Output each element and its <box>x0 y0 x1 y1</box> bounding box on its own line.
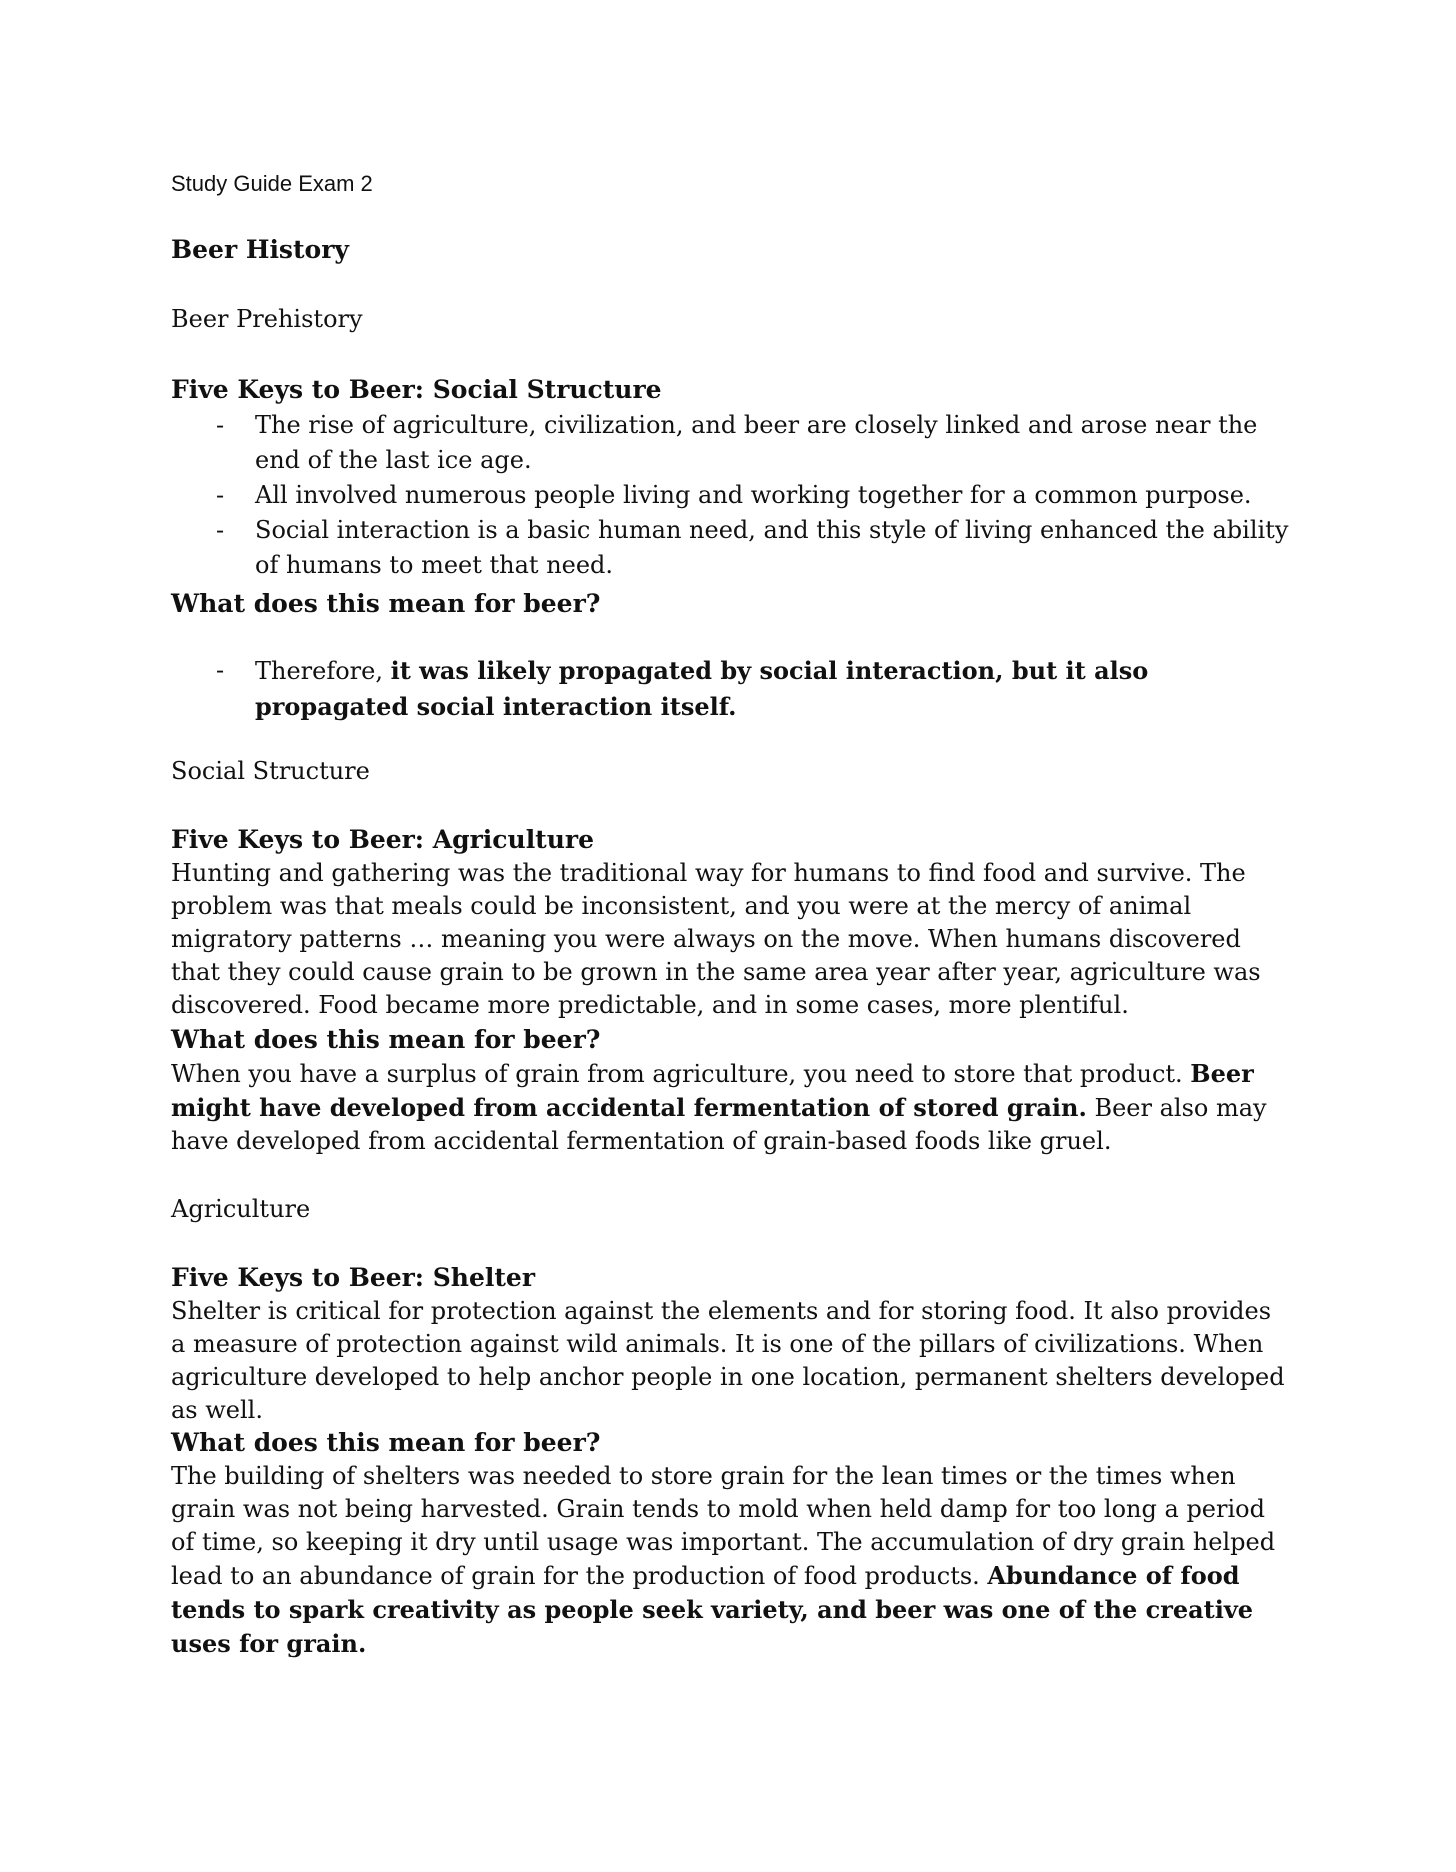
answer-lead: When you have a surplus of grain from agriculture, you need to store that product. <box>171 1060 1191 1088</box>
shelter-body: Shelter is critical for protection against the elements and for storing food. It also provides a measure of protection against wild animals. It is one of the pillars of civilizations. When agriculture developed to help anchor people in one location, permanent shelters developed as well. <box>171 1297 1285 1424</box>
agriculture-heading: Five Keys to Beer: Agriculture <box>171 825 594 854</box>
answer-lead: The building of shelters was needed to store grain for the lean times or the times when grain was not being harvested. Grain tends to mold when held damp for too long a period of time, so keeping it dry until usage was important. The accumulation of dry grain helped lead to an abundance of grain for the production of food products. <box>171 1462 1276 1590</box>
list-item-text: All involved numerous people living and working together for a common purpose. <box>255 481 1252 509</box>
bullet-dash: - <box>216 656 225 684</box>
social-question: What does this mean for beer? <box>171 589 601 618</box>
agriculture-body: Hunting and gathering was the traditional way for humans to find food and survive. The problem was that meals could be inconsistent, and you were at the mercy of animal migratory patterns … meaning you were always on the move. When humans discovered that they could cause grain to be grown in the same area year after year, agriculture was discovered. Food became more predictable, and in some cases, more plentiful. <box>171 859 1261 1019</box>
list-item <box>171 653 1291 725</box>
list-item <box>171 408 1291 478</box>
answer-emphasis: it was likely propagated by social interaction, but it also propagated social interaction itself. <box>255 656 1149 721</box>
bullet-dash: - <box>216 411 225 439</box>
shelter-answer <box>171 1460 1291 1661</box>
slide-label-social-structure: Social Structure <box>171 757 370 785</box>
agriculture-answer <box>171 1057 1291 1158</box>
document-title: Study Guide Exam 2 <box>171 171 373 196</box>
answer-emphasis: Abundance of food tends to spark creativity as people seek variety, and beer was one of the creative uses for grain. <box>171 1561 1254 1658</box>
list-item <box>171 513 1291 583</box>
list-item-text: Social interaction is a basic human need, and this style of living enhanced the ability of humans to meet that need. <box>255 516 1289 579</box>
shelter-heading: Five Keys to Beer: Shelter <box>171 1263 536 1292</box>
slide-label-prehistory: Beer Prehistory <box>171 305 363 333</box>
shelter-question: What does this mean for beer? <box>171 1428 601 1457</box>
answer-tail: Beer also may have developed from accidental fermentation of grain-based foods like gruel. <box>171 1094 1267 1155</box>
answer-lead: Therefore, <box>255 657 391 685</box>
answer-emphasis: Beer might have developed from accidental fermentation of stored grain. <box>171 1059 1254 1122</box>
list-item <box>171 478 1291 513</box>
section-title: Beer History <box>171 235 349 264</box>
list-item-text: The rise of agriculture, civilization, and beer are closely linked and arose near the end of the last ice age. <box>255 411 1258 474</box>
bullet-dash: - <box>216 481 225 509</box>
social-heading: Five Keys to Beer: Social Structure <box>171 375 662 404</box>
slide-label-agriculture: Agriculture <box>171 1195 311 1223</box>
agriculture-question: What does this mean for beer? <box>171 1025 601 1054</box>
social-answer-list <box>171 653 1291 725</box>
social-bullet-list <box>171 408 1291 583</box>
bullet-dash: - <box>216 516 225 544</box>
